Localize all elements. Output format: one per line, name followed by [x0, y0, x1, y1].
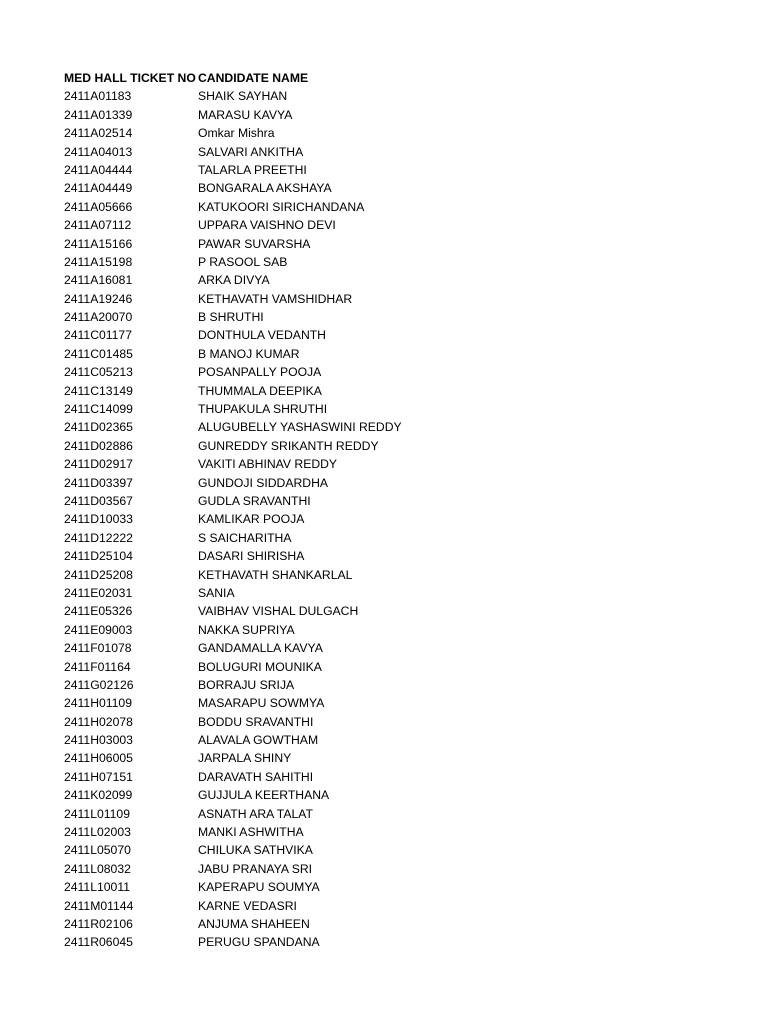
table-row — [64, 290, 744, 308]
candidate-name-cell: B SHRUTHI — [198, 310, 264, 325]
candidate-name-cell: KATUKOORI SIRICHANDANA — [198, 199, 365, 214]
candidate-name-cell: BONGARALA AKSHAYA — [198, 181, 332, 196]
ticket-number-cell: 2411D02886 — [64, 438, 133, 453]
ticket-number-cell: 2411D10033 — [64, 512, 133, 527]
table-row — [64, 87, 744, 105]
candidate-name-cell: SHAIK SAYHAN — [198, 89, 288, 104]
name-column-header: CANDIDATE NAME — [198, 71, 309, 85]
ticket-number-cell: 2411L10011 — [64, 880, 130, 895]
candidate-name-cell: PAWAR SUVARSHA — [198, 236, 311, 251]
candidate-name-cell: KAPERAPU SOUMYA — [198, 880, 320, 895]
ticket-number-cell: 2411D12222 — [64, 530, 133, 545]
ticket-number-cell: 2411D02365 — [64, 420, 133, 435]
ticket-number-cell: 2411A01183 — [64, 89, 132, 104]
ticket-number-cell: 2411A04449 — [64, 181, 133, 196]
table-row — [64, 382, 744, 400]
candidate-name-cell: DONTHULA VEDANTH — [198, 328, 326, 343]
candidate-name-cell: POSANPALLY POOJA — [198, 365, 322, 380]
candidate-name-cell: MARASU KAVYA — [198, 107, 293, 122]
candidate-name-cell: DASARI SHIRISHA — [198, 549, 305, 564]
candidate-name-cell: KETHAVATH SHANKARLAL — [198, 567, 353, 582]
candidate-name-cell: NAKKA SUPRIYA — [198, 622, 295, 637]
table-body — [64, 87, 744, 951]
ticket-number-cell: 2411L01109 — [64, 806, 130, 821]
ticket-number-cell: 2411L05070 — [64, 843, 131, 858]
table-row — [64, 124, 744, 142]
table-row — [64, 878, 744, 896]
table-row — [64, 400, 744, 418]
table-row — [64, 805, 744, 823]
candidate-name-cell: KARNE VEDASRI — [198, 898, 297, 913]
ticket-number-cell: 2411A19246 — [64, 291, 133, 306]
candidate-name-cell: CHILUKA SATHVIKA — [198, 843, 313, 858]
table-row — [64, 713, 744, 731]
candidate-name-cell: BODDU SRAVANTHI — [198, 714, 314, 729]
ticket-number-cell: 2411A20070 — [64, 310, 133, 325]
candidate-name-cell: BOLUGURI MOUNIKA — [198, 659, 322, 674]
candidate-name-cell: S SAICHARITHA — [198, 530, 292, 545]
candidate-name-cell: THUPAKULA SHRUTHI — [198, 402, 328, 417]
candidate-name-cell: GUNREDDY SRIKANTH REDDY — [198, 438, 379, 453]
candidate-name-cell: JARPALA SHINY — [198, 751, 292, 766]
table-row — [64, 933, 744, 951]
ticket-number-cell: 2411A04013 — [64, 144, 133, 159]
candidate-table — [64, 69, 744, 952]
candidate-name-cell: GANDAMALLA KAVYA — [198, 641, 323, 656]
ticket-number-cell: 2411K02099 — [64, 788, 133, 803]
candidate-name-cell: UPPARA VAISHNO DEVI — [198, 218, 336, 233]
ticket-number-cell: 2411H01109 — [64, 696, 132, 711]
candidate-name-cell: Omkar Mishra — [198, 126, 275, 141]
candidate-name-cell: KAMLIKAR POOJA — [198, 512, 305, 527]
ticket-number-cell: 2411D03567 — [64, 493, 133, 508]
candidate-name-cell: PERUGU SPANDANA — [198, 935, 320, 950]
candidate-name-cell: GUDLA SRAVANTHI — [198, 493, 311, 508]
table-row — [64, 179, 744, 197]
candidate-name-cell: TALARLA PREETHI — [198, 162, 307, 177]
table-row — [64, 492, 744, 510]
candidate-name-cell: GUNDOJI SIDDARDHA — [198, 475, 329, 490]
ticket-number-cell: 2411C05213 — [64, 365, 133, 380]
ticket-number-cell: 2411E02031 — [64, 585, 133, 600]
table-row — [64, 216, 744, 234]
ticket-number-cell: 2411D25104 — [64, 549, 133, 564]
table-row — [64, 584, 744, 602]
candidate-name-cell: ALUGUBELLY YASHASWINI REDDY — [198, 420, 402, 435]
ticket-number-cell: 2411H02078 — [64, 714, 133, 729]
table-row — [64, 676, 744, 694]
candidate-name-cell: P RASOOL SAB — [198, 254, 288, 269]
table-row — [64, 161, 744, 179]
table-row — [64, 308, 744, 326]
table-row — [64, 106, 744, 124]
ticket-number-cell: 2411A02514 — [64, 126, 133, 141]
ticket-number-cell: 2411L08032 — [64, 861, 131, 876]
ticket-number-cell: 2411D25208 — [64, 567, 133, 582]
candidate-name-cell: ALAVALA GOWTHAM — [198, 733, 319, 748]
ticket-number-cell: 2411D02917 — [64, 457, 133, 472]
ticket-number-cell: 2411R02106 — [64, 916, 133, 931]
ticket-number-cell: 2411M01144 — [64, 898, 134, 913]
candidate-name-cell: JABU PRANAYA SRI — [198, 861, 313, 876]
ticket-number-cell: 2411G02126 — [64, 677, 134, 692]
ticket-number-cell: 2411A07112 — [64, 218, 132, 233]
table-row — [64, 345, 744, 363]
table-row — [64, 566, 744, 584]
candidate-name-cell: MANKI ASHWITHA — [198, 825, 304, 840]
ticket-number-cell: 2411C01177 — [64, 328, 132, 343]
ticket-number-cell: 2411H03003 — [64, 733, 133, 748]
table-row — [64, 510, 744, 528]
ticket-number-cell: 2411C14099 — [64, 402, 133, 417]
ticket-number-cell: 2411A15198 — [64, 254, 133, 269]
candidate-name-cell: VAKITI ABHINAV REDDY — [198, 457, 338, 472]
table-row — [64, 143, 744, 161]
ticket-number-cell: 2411R06045 — [64, 935, 133, 950]
candidate-name-cell: DARAVATH SAHITHI — [198, 769, 314, 784]
table-row — [64, 363, 744, 381]
ticket-number-cell: 2411A05666 — [64, 199, 133, 214]
table-row — [64, 271, 744, 289]
table-row — [64, 768, 744, 786]
table-row — [64, 437, 744, 455]
candidate-name-cell: THUMMALA DEEPIKA — [198, 383, 322, 398]
table-row — [64, 235, 744, 253]
table-row — [64, 658, 744, 676]
table-row — [64, 418, 744, 436]
ticket-number-cell: 2411C13149 — [64, 383, 133, 398]
candidate-name-cell: ARKA DIVYA — [198, 273, 270, 288]
table-row — [64, 253, 744, 271]
ticket-number-cell: 2411A15166 — [64, 236, 133, 251]
candidate-name-cell: ANJUMA SHAHEEN — [198, 916, 310, 931]
table-row — [64, 547, 744, 565]
candidate-name-cell: ASNATH ARA TALAT — [198, 806, 313, 821]
ticket-number-cell: 2411H07151 — [64, 769, 133, 784]
table-row — [64, 841, 744, 859]
candidate-name-cell: BORRAJU SRIJA — [198, 677, 295, 692]
table-row — [64, 474, 744, 492]
table-row — [64, 529, 744, 547]
table-header-row — [64, 69, 744, 87]
table-row — [64, 694, 744, 712]
table-row — [64, 823, 744, 841]
ticket-number-cell: 2411E09003 — [64, 622, 133, 637]
ticket-number-cell: 2411A16081 — [64, 273, 133, 288]
ticket-number-cell: 2411C01485 — [64, 346, 133, 361]
candidate-name-cell: SALVARI ANKITHA — [198, 144, 304, 159]
table-row — [64, 602, 744, 620]
ticket-number-cell: 2411F01164 — [64, 659, 131, 674]
ticket-column-header: MED HALL TICKET NO — [64, 71, 196, 85]
ticket-number-cell: 2411L02003 — [64, 825, 131, 840]
ticket-number-cell: 2411H06005 — [64, 751, 133, 766]
table-row — [64, 455, 744, 473]
table-row — [64, 860, 744, 878]
table-row — [64, 915, 744, 933]
ticket-number-cell: 2411A04444 — [64, 162, 133, 177]
ticket-number-cell: 2411D03397 — [64, 475, 133, 490]
table-row — [64, 731, 744, 749]
table-row — [64, 897, 744, 915]
candidate-name-cell: B MANOJ KUMAR — [198, 346, 300, 361]
table-row — [64, 621, 744, 639]
ticket-number-cell: 2411F01078 — [64, 641, 132, 656]
table-row — [64, 786, 744, 804]
candidate-name-cell: GUJJULA KEERTHANA — [198, 788, 330, 803]
candidate-name-cell: KETHAVATH VAMSHIDHAR — [198, 291, 353, 306]
table-row — [64, 639, 744, 657]
candidate-name-cell: SANIA — [198, 585, 235, 600]
table-row — [64, 198, 744, 216]
candidate-name-cell: MASARAPU SOWMYA — [198, 696, 325, 711]
ticket-number-cell: 2411A01339 — [64, 107, 133, 122]
table-row — [64, 749, 744, 767]
candidate-name-cell: VAIBHAV VISHAL DULGACH — [198, 604, 359, 619]
ticket-number-cell: 2411E05326 — [64, 604, 133, 619]
table-row — [64, 326, 744, 344]
